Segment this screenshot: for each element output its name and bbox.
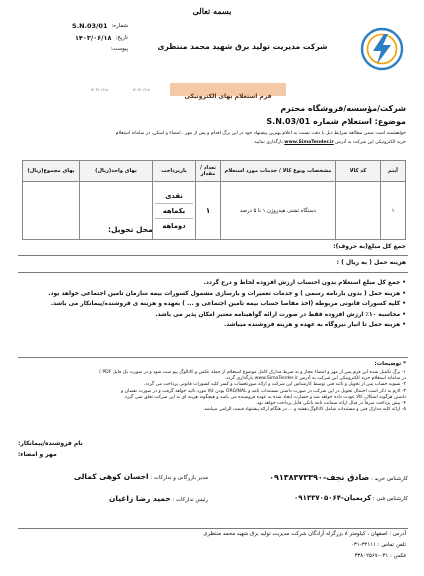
company-title: شرکت مدیریت تولید برق شهید محمد منتظری [157, 42, 328, 51]
attachment-label: پیوست: [110, 46, 128, 53]
conditions-list [16, 280, 406, 333]
tech-contact: کارشناس فنی : کریمیان-۰۹۱۳۳۷۰۵۰۶۴ [294, 494, 408, 502]
note-item: ۲- تسویه حساب پس از تحویل و تائید فنی توسط کارشناس این شرکت و ارائه صورتحساب و کسر کلیه کسورات قانونی پرداخت می گردد. [143, 382, 406, 388]
addressee-line: شرکت/مؤسسه/فروشگاه محترم [280, 104, 406, 113]
divider [18, 357, 408, 358]
note-item: ۱- برگ تکمیل شده این فرم پس از مهر و امضاء مجاز و به شرط مدارک کامل موضوع استعلام از جمله عکس و کاتالوگ پیو ست شود و در صورت یک فایل PDF ) [99, 370, 406, 375]
total-words-label: جمع کل مبلغ(به حروف): [333, 243, 406, 250]
intro-text-2: خرید الکترونیکی این شرکت به آدرس www.SimaTender.ir بارگذاری نمایید . [251, 140, 406, 145]
intro-text: خواهشمند است ضمن مطالعه شرایط ذیل با دقت نسبت به اعلام بهترین پیشنهاد خود در این برگ اقدام و پس از مهر ، امضاء و اسکن، در سامانه استعلام [115, 131, 406, 136]
item-code[interactable] [336, 182, 381, 240]
divider [18, 528, 408, 529]
col-code: کد کالا [336, 161, 381, 182]
condition-item: • محاسبه ۱۰٪ ارزش افزوده فقط در صورت ارائه گواهینامه معتبر امکان پذیر می باشد. [155, 311, 406, 318]
note-item: داشتن هرگونه اشکال، کالا عودت داده خواهد شد و خسارت ایجاد شده به عهده فروشنده می باشد و هیچگونه هزینه ای به این شرکت تعلق نمی گیرد. [123, 394, 406, 400]
procurement-head: رئیس تدارکات : حمید رضا زاغیان [108, 494, 208, 503]
divider [18, 255, 408, 256]
date-label: تاریخ: [115, 34, 128, 41]
footer-address: آدرس : اصفهان ، کیلومتر ۸ بزرگراه آزادگان شرکت مدیریت تولید برق شهید محمد منتظری [203, 531, 406, 537]
table-header-row [23, 161, 406, 182]
condition-item: • جمع کل مبلغ استعلام بدون احتساب ارزش افزوده لحاظ و درج گردد. [203, 280, 406, 286]
buyer-contact: کارشناس خرید : صادق نجف-۰۹۱۳۸۳۷۳۳۹۰ [269, 473, 408, 482]
subject-line [266, 117, 406, 126]
shipping-label: هزینه حمل ( به ریال ) : [336, 259, 406, 266]
notes-list [14, 370, 406, 413]
total-price-cell[interactable] [23, 182, 80, 240]
col-quantity: تعداد / مقدار [196, 161, 221, 182]
banner-left-date-2: ۱۴۰۳/۰۶/۱۸ [132, 88, 150, 92]
company-logo [360, 27, 404, 71]
note-item: ۳- لازم به ذکر است احتمال تحویل در این شرکت در صورت داشتن مستندات نامه و ORGINAL بودن کالا مورد تائید خواهد گرفت و در صورت نقصان و [121, 388, 406, 394]
simatender-link[interactable]: www.SimaTender.ir [284, 140, 334, 145]
number-value: S.N.03/01 [71, 22, 108, 30]
item-number: ۱ [381, 182, 406, 240]
banner-left-date-1: ۱۴۰۳/۰۶/۱۸ [90, 88, 108, 92]
col-item: آیتم [381, 161, 406, 182]
reference-block [18, 22, 128, 54]
vendor-name-label: نام فروشنده/پیمانکار: [18, 440, 83, 447]
condition-item: • هزینه حمل تا انبار نیروگاه به عهده و هزینه فروشنده میباشد. [224, 322, 406, 329]
form-banner [170, 83, 286, 100]
commerce-manager: مدیر بازرگانی و تدارکات : احسان کوهی کمالی [74, 472, 208, 481]
payment-options [153, 182, 196, 240]
notes-title: * توضیحات: [374, 361, 406, 367]
subject-label: موضوع: استعلام شماره [313, 117, 406, 126]
col-unit-price: بهای واحد(ریال) [80, 161, 153, 182]
note-item: در سامانه استعلام خرید الکترونیکی این شرکت به آدرس www.SimaTender.ir بارگذاری گردد. [224, 376, 406, 382]
col-total-price: بهای مجموع(ریال) [23, 161, 80, 182]
items-table [22, 160, 406, 240]
contacts-block [18, 470, 408, 518]
payment-cash[interactable]: نقدی [155, 189, 193, 204]
payment-two-months[interactable]: دوماهه [162, 221, 186, 230]
col-description: مشخصات ونوع کالا / خدمات مورد استعلام [221, 161, 336, 182]
form-banner-title: فرم استعلام بهای الکترونیکی [184, 93, 272, 100]
seal-label: مهر و امضاء: [18, 451, 57, 458]
item-description: دستگاه تشتی هیدروژن ۱ تا ۵ درصد [221, 182, 336, 240]
footer-fax: فکس : ۰۳۱-۳۳۸۰۲۵۶۷ [354, 553, 406, 559]
condition-item: • کلیه کسورات قانونی مربوطه (اخذ مفاصا حساب بیمه تامین اجتماعی و ... ) بعهده و هزینه ی فروشنده/پیمانکار می باشد. [50, 301, 406, 308]
subject-value: S.N.03/01 [266, 117, 311, 126]
payment-one-month[interactable]: یکماهه [155, 204, 193, 219]
number-label: شماره: [111, 22, 128, 29]
item-quantity: ۱ [196, 182, 221, 240]
col-payment: بازپرداخت [153, 161, 196, 182]
delivery-label: محل تحویل: [108, 225, 153, 234]
power-plant-logo-icon [360, 27, 404, 71]
table-row [23, 182, 406, 240]
divider [18, 272, 408, 273]
bismillah: بسمه تعالی [192, 6, 232, 16]
note-item: ۴- پیش پرداخت صرفاً در قبال ارائه ضمانت نامه بانکی قابل پرداخت خواهد بود. [255, 400, 406, 406]
footer-tel: تلفن تماس : ۳۴۱۱۱-۰۳۱ [350, 542, 406, 548]
condition-item: • هزینه حمل ( بدون بارنامه رسمی ) و خدمات تعمیرات و بازسازی مشمول کسورات بیمه سازمان تامین اجتماعی خواهد بود. [48, 290, 406, 297]
note-item: ۵- ارائه کلیه مدارک فنی و مستندات شامل کاتالوگ،نقشه و ... در هنگام ارائه پیشنهاد قیمت الزامی میباشد. [202, 407, 406, 413]
date-value: ۱۴۰۳/۰۶/۱۸ [74, 34, 112, 43]
